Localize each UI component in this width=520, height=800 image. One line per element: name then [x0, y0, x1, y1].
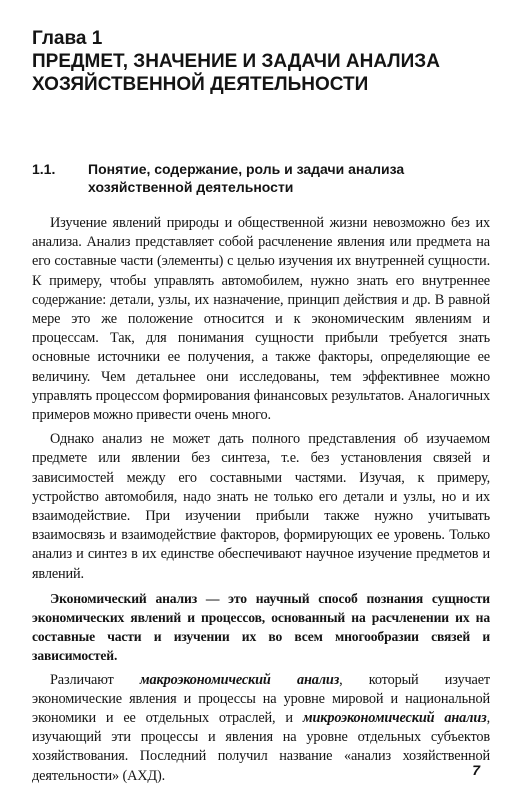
chapter-title: ПРЕДМЕТ, ЗНАЧЕНИЕ И ЗАДАЧИ АНАЛИЗА ХОЗЯЙСТВЕННОЙ ДЕЯТЕЛЬНОСТИ	[32, 51, 440, 95]
definition-paragraph: Экономический анализ — это научный способ познания сущности экономических явлений и процессов, основанный на расчленении их на составные части и изучении их во всем многообразии связей и зависимостей.	[32, 590, 490, 664]
section-number: 1.1.	[32, 161, 56, 177]
page-number: 7	[472, 762, 480, 778]
paragraph-1: Изучение явлений природы и общественной жизни невозможно без их анализа. Анализ представляет собой расчленение явления или предмета на его составные части (элементы) с целью изучения их внутренней сущности. К примеру, чтобы управлять автомобилем, нужно знать его внутреннее содержание: детали, узлы, их назначение, принцип действия и др. В равной мере это же положение относится и к экономическим явлениям и процессам. Так, для понимания сущности прибыли требуется знать основные источники ее получения, а также факторы, определяющие ее величину. Чем детальнее они исследованы, тем эффективнее можно управлять процессом формирования финансовых результатов. Аналогичных примеров можно привести очень много.	[32, 215, 490, 424]
section-heading	[32, 160, 492, 196]
body-text	[32, 214, 490, 791]
paragraph-4	[32, 671, 490, 786]
section-title: Понятие, содержание, роль и задачи анализа хозяйственной деятельности	[88, 161, 405, 195]
paragraph-4-part-a: Различают	[50, 671, 140, 688]
term-micro-analysis: микроэкономический анализ	[302, 710, 487, 727]
chapter-label: Глава 1	[32, 28, 103, 49]
paragraph-4-part-b: , который изучает экономические явления и процессы на уровне мировой и национальной экономики и ее отдельных отраслей, и	[32, 671, 490, 727]
paragraph-2: Однако анализ не может дать полного представления об изучаемом предмете или явлении без синтеза, т.е. без установления связей и зависимостей между его составными частями. Изучая, к примеру, устройство автомобиля, надо знать не только его детали и узлы, но и их взаимодействие. При изучении прибыли также нужно учитывать взаимосвязь и взаимодействие факторов, формирующих ее уровень. Только анализ и синтез в их единстве обеспечивают научное изучение предметов и явлений.	[32, 431, 490, 582]
paragraph-4-part-c: , изучающий эти процессы и явления на уровне отдельных субъектов хозяйствования. Последний получил название «анализ хозяйственной деятельности» (АХД).	[32, 710, 490, 784]
term-macro-analysis: макроэкономический анализ	[139, 671, 340, 688]
